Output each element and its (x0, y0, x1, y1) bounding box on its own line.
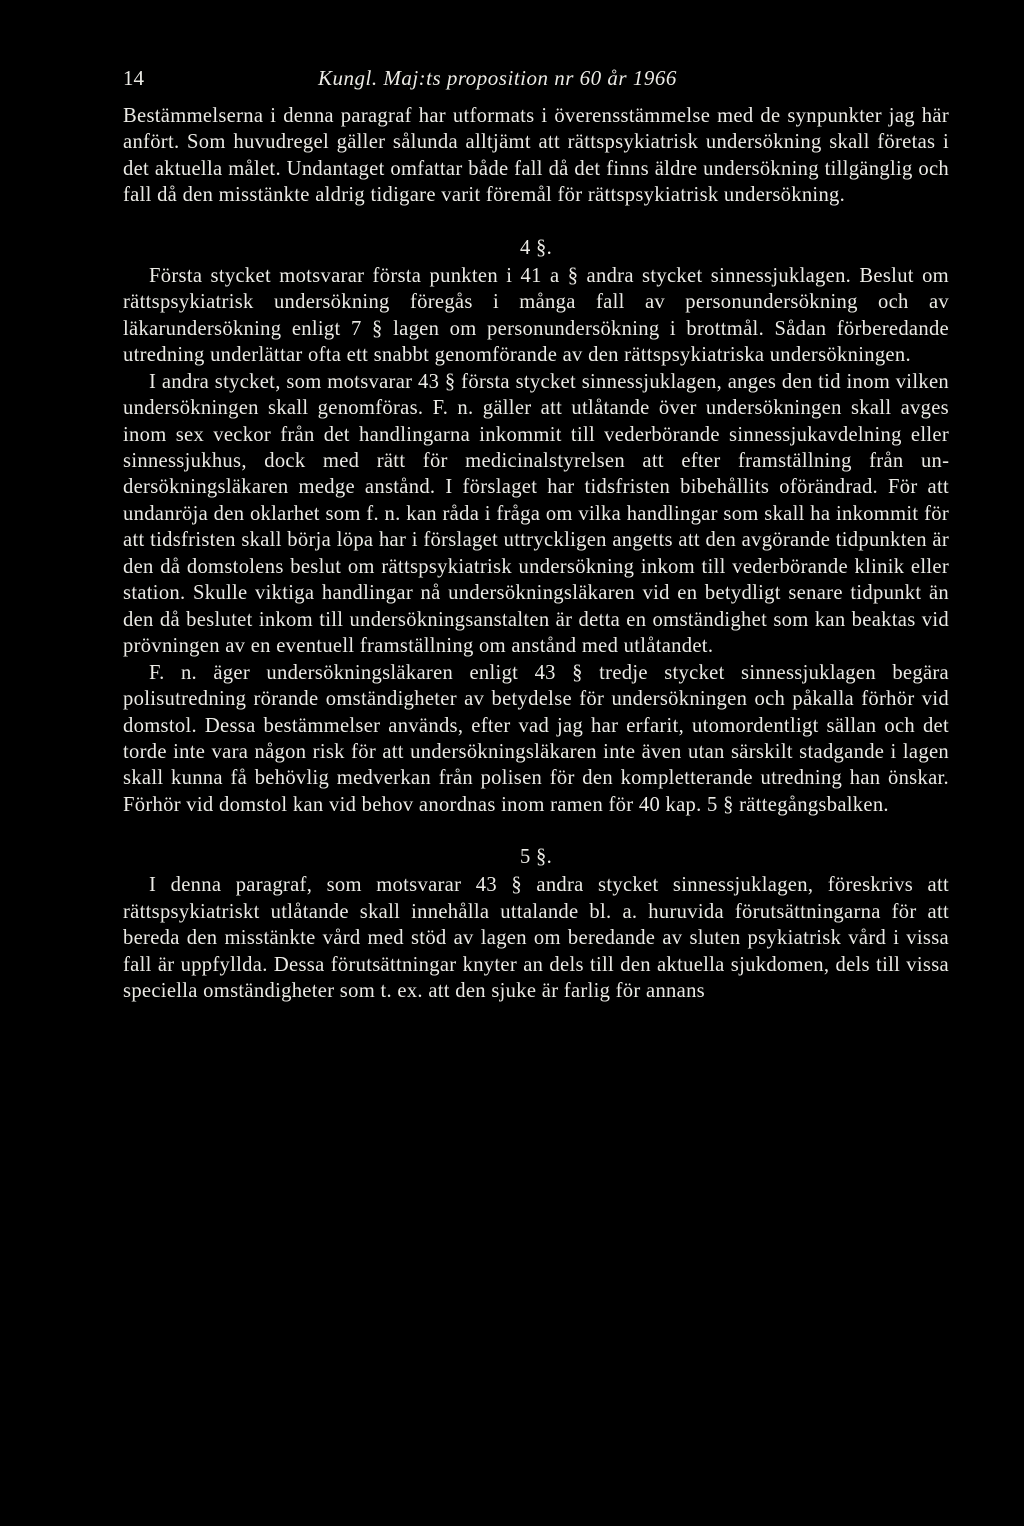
publication-title: Kungl. Maj:ts proposition nr 60 år 1966 (318, 66, 677, 90)
page-number: 14 (123, 66, 144, 90)
body-text (123, 103, 949, 1005)
paragraph-5-first: I denna paragraf, som motsvarar 43 § andra stycket sinnessjuklagen, föreskrivs att rättspsykiatriskt utlåtande skall innehålla uttalande bl. a. huruvida förutsättningarna för att bereda den misstänkte vård med stöd av lagen om beredande av sluten psykiatrisk vård i vissa fall är uppfyllda. Dessa förutsättningar knyter an dels till den aktuella sjukdomen, dels till vissa speciella omständigheter som t. ex. att den sjuke är farlig för annans (123, 874, 949, 1003)
paragraph-3-section-conclusion: Bestämmelserna i denna paragraf har utformats i överensstämmelse med de synpunkter jag här anfört. Som huvudregel gäller sålunda alltjämt att rättspsykiatrisk undersökning skall företas i det aktuella målet. Undantaget omfattar både fall då det finns äldre undersökning tillgänglig och fall då den misstänkte aldrig tidigare varit föremål för rättspsykiatrisk undersökning. (123, 105, 949, 207)
paragraph-4-second: I andra stycket, som motsvarar 43 § första stycket sinnessjuklagen, anges den tid inom vilken undersökningen skall genomföras. F. n. gäller att utlåtande över undersökningen skall avges inom sex veckor från det handlingarna inkommit till vederbörande sinnessjukavdelning eller sinnessjukhus, dock med rätt för medicinalstyrelsen att efter framställning från undersökningsläkaren medge anstånd. I förslaget har tidsfristen bibehållits oförändrad. För att undanröja den oklarhet som f. n. kan råda i fråga om vilka handlingar som skall ha inkommit för att tidsfristen skall börja löpa har i förslaget uttryckligen angetts att den avgörande tidpunkten är den då domstolens beslut om rättspsykiatrisk undersökning inkom till vederbörande klinik eller station. Skulle viktiga handlingar nå undersökningsläkaren vid en betydligt senare tidpunkt än den då beslutet inkom till undersökningsanstalten är detta en omständighet som kan beaktas vid prövningen av en eventuell framställning om anstånd med utlåtandet. (123, 370, 949, 658)
section-heading-4: 4 §. (519, 236, 553, 259)
section-heading-5: 5 §. (519, 846, 553, 869)
paragraph-4-first: Första stycket motsvarar första punkten i 41 a § andra stycket sinnessjuklagen. Beslut om rättspsykiatrisk undersökning föregås i många fall av personundersökning och av läkarundersökning enligt 7 § lagen om personundersökning i brottmål. Sådan förberedande utredning underlättar ofta ett snabbt genomförande av den rättspsykiatriska undersökningen. (123, 264, 949, 367)
paragraph-4-third: F. n. äger undersökningsläkaren enligt 43 § tredje stycket sinnessjuklagen begära polisutredning rörande omständigheter av betydelse för undersökningen och påkalla förhör vid domstol. Dessa bestämmelser används, efter vad jag har erfarit, utomordentligt sällan och det torde inte vara någon risk för att undersökningsläkaren inte även utan särskilt stadgande i lagen skall kunna få behövlig medverkan från polisen för den kompletterande utredning han önskar. Förhör vid domstol kan vid behov anordnas inom ramen för 40 kap. 5 § rättegångsbalken. (123, 661, 949, 816)
running-header (123, 60, 943, 96)
